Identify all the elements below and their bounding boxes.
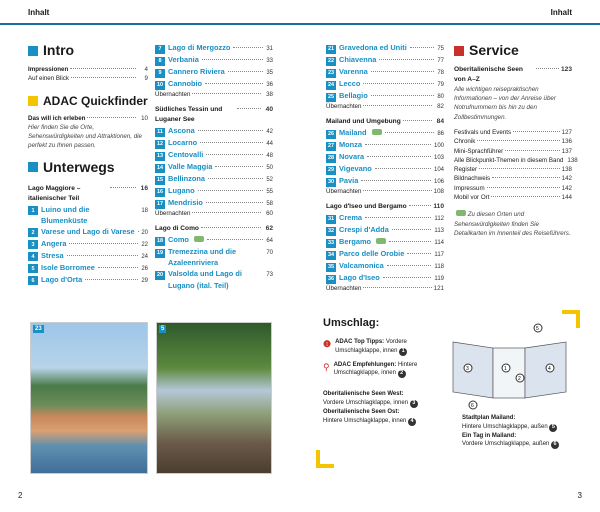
item-label: Como (168, 235, 189, 245)
item-number: 35 (327, 264, 335, 271)
legend-west: Oberitalienische Seen West: Vordere Umschlagklappe, innen 3 (323, 390, 451, 408)
photo-tag: 5 (161, 326, 165, 332)
item-label: Ascona (168, 126, 195, 136)
item-page: 119 (434, 276, 444, 283)
toc-section[interactable]: Lago d'Iseo und Bergamo 110 (326, 203, 444, 211)
item-number: 19 (156, 250, 164, 257)
item-number: 12 (156, 141, 164, 148)
item-label: Mailand (339, 128, 367, 138)
toc-row[interactable]: Impressum 142 (454, 184, 572, 192)
item-page: 18 (141, 207, 148, 214)
toc-item[interactable] (155, 42, 273, 54)
toc-item[interactable] (155, 149, 273, 161)
item-label: Lago di Mergozzo (168, 43, 231, 52)
umschlag-box (323, 316, 451, 426)
item-page: 50 (266, 165, 273, 172)
toc-row[interactable]: Mobil vor Ort 144 (454, 194, 572, 202)
toc-item[interactable] (155, 78, 273, 90)
item-page: 117 (434, 252, 444, 259)
map-thumb-icon (372, 129, 382, 135)
item-number: 28 (327, 155, 335, 162)
toc-item[interactable] (326, 151, 444, 163)
toc-item[interactable] (155, 66, 273, 78)
item-label: Monza (339, 140, 362, 150)
toc-item[interactable] (28, 274, 148, 286)
top-tipp-icon: ❶ (323, 338, 332, 349)
flap-left (453, 342, 493, 398)
toc-item[interactable] (28, 238, 148, 250)
item-number: 25 (327, 94, 335, 100)
marker-3-label: 3 (466, 366, 469, 372)
item-page: 55 (266, 189, 273, 196)
toc-item[interactable] (326, 42, 444, 54)
legend-stadtplan: Stadtplan Mailand: Hintere Umschlagklappe, außen 5 (462, 414, 582, 432)
toc-item[interactable] (155, 197, 273, 209)
photo-isole-borromee (156, 322, 272, 474)
umschlag-right (462, 414, 582, 449)
item-page: 42 (266, 129, 273, 136)
item-number: 31 (327, 216, 335, 223)
item-label: Chiavenna (339, 55, 377, 64)
toc-section[interactable]: Oberitalienische Seen von A–Z 123 (454, 66, 572, 83)
item-number: 20 (156, 272, 164, 279)
item-number: 9 (155, 69, 165, 78)
item-number: 34 (327, 252, 335, 259)
quickfinder-desc: Hier finden Sie die Orte, Sehenswürdigkeiten und Attraktionen, die perfekt zu Ihnen passen. (28, 123, 142, 150)
cover-diagram (448, 320, 578, 410)
toc-row[interactable]: Alle Blickpunkt-Themen in diesem Band 138 (454, 156, 578, 164)
item-page: 73 (266, 272, 273, 279)
item-number: 36 (327, 276, 335, 283)
item-number: 11 (155, 128, 165, 137)
page-number-left: 2 (18, 491, 23, 500)
item-page: 29 (141, 277, 148, 284)
item-label: Verbania (168, 55, 199, 64)
item-page: 104 (433, 167, 444, 174)
toc-item[interactable] (28, 226, 148, 238)
column-3 (326, 42, 444, 294)
item-number: 26 (327, 131, 335, 138)
map-note: Zu diesen Orten und Sehenswürdigkeiten finden Sie Detailkarten im Innenteil des Reiseführers. (454, 211, 571, 237)
item-number: 24 (327, 82, 335, 88)
toc-item[interactable] (326, 90, 444, 102)
toc-item[interactable] (155, 234, 273, 246)
item-number: 17 (156, 201, 164, 208)
item-number: 23 (327, 70, 335, 76)
item-number: 5 (28, 264, 38, 273)
toc-section[interactable]: Lago Maggiore – italienischer Teil 16 (28, 184, 148, 202)
toc-item[interactable] (326, 139, 444, 151)
toc-item[interactable] (326, 78, 444, 90)
toc-item[interactable] (155, 161, 273, 173)
marker-2-label: 2 (518, 376, 521, 382)
toc-row[interactable]: Festivals und Events 127 (454, 128, 572, 136)
item-page: 106 (433, 179, 444, 186)
item-label: Cannero Riviera (168, 67, 225, 76)
toc-row[interactable]: Übernachten 60 (155, 210, 273, 218)
toc-list (28, 204, 148, 286)
item-page: 48 (266, 153, 273, 160)
item-number: 2 (28, 228, 38, 237)
toc-item[interactable] (326, 236, 444, 248)
toc-section[interactable]: Mailand und Umgebung 84 (326, 118, 444, 126)
toc-list (454, 128, 578, 202)
toc-item[interactable] (326, 163, 444, 175)
item-label: Varese und Lago di Varese (41, 226, 135, 236)
item-page: 112 (434, 216, 444, 223)
item-page: 44 (266, 141, 273, 148)
item-label: Luino und die Blumenküste (41, 204, 90, 225)
corner-mark (316, 450, 334, 468)
toc-item[interactable] (326, 212, 444, 224)
map-thumb-icon (456, 210, 466, 216)
item-label: Centovalli (168, 150, 204, 160)
flap-right (525, 342, 566, 398)
item-page: 78 (437, 70, 444, 76)
toc-section[interactable]: Lago di Como 62 (155, 225, 273, 233)
marker-6-label: 6 (471, 403, 474, 409)
toc-row[interactable]: Übernachten 82 (326, 103, 444, 110)
toc-list (155, 125, 273, 209)
item-number: 14 (156, 165, 164, 172)
item-number: 29 (327, 167, 335, 174)
item-label: Parco delle Orobie (339, 249, 405, 259)
item-number: 13 (156, 153, 164, 160)
photo-tag: 23 (35, 326, 42, 332)
item-number: 22 (327, 58, 335, 64)
toc-row[interactable]: Das will ich erleben 10 (28, 114, 148, 122)
item-page: 100 (433, 143, 444, 150)
toc-row[interactable]: Übernachten 108 (326, 188, 444, 196)
item-label: Lecco (339, 79, 361, 88)
toc-item[interactable] (28, 204, 148, 226)
item-label: Lago d'Iseo (339, 273, 380, 283)
item-number: 7 (155, 45, 165, 54)
corner-mark (562, 310, 580, 328)
item-number: 18 (156, 238, 164, 245)
item-label: Crema (339, 213, 363, 223)
toc-item[interactable] (155, 185, 273, 197)
toc-item[interactable] (28, 262, 148, 274)
item-number: 8 (155, 57, 165, 66)
umschlag-title: Umschlag: (323, 317, 380, 329)
header-left: Inhalt (28, 8, 50, 17)
toc-item[interactable] (155, 246, 273, 268)
marker-4-label: 4 (548, 366, 551, 372)
header-right: Inhalt (550, 8, 572, 17)
toc-row[interactable]: Auf einen Blick 9 (28, 75, 148, 83)
item-number: 6 (28, 276, 38, 285)
item-label: Cannobio (168, 79, 203, 88)
item-label: Varenna (339, 67, 368, 76)
toc-item[interactable] (326, 248, 444, 260)
item-label: Locarno (168, 138, 198, 148)
map-thumb-icon (194, 236, 204, 242)
item-page: 86 (437, 131, 444, 138)
item-number: 30 (327, 179, 335, 186)
item-number: 15 (156, 177, 164, 184)
item-label: Bergamo (339, 237, 372, 247)
item-page: 77 (437, 58, 444, 64)
item-label: Novara (339, 152, 365, 162)
map-thumb-icon (376, 238, 386, 244)
item-label: Lago d'Orta (41, 274, 83, 284)
toc-item[interactable] (326, 127, 444, 139)
cover-center (493, 348, 525, 398)
column-intro (28, 40, 148, 286)
item-label: Bellagio (339, 91, 368, 100)
item-number: 21 (327, 46, 335, 52)
toc-item[interactable] (326, 66, 444, 78)
toc-item[interactable] (326, 54, 444, 66)
item-number: 27 (327, 143, 335, 150)
toc-item[interactable] (155, 268, 273, 290)
item-page: 24 (141, 253, 148, 260)
item-label: Pavia (339, 176, 359, 186)
item-label: Isole Borromee (41, 262, 95, 272)
section-quickfinder-title: ADAC Quickfinder (28, 92, 148, 110)
item-label: Tremezzina und die Azaleenriviera (168, 247, 237, 268)
item-page: 114 (434, 240, 444, 247)
square-icon (454, 46, 464, 56)
item-number: 3 (28, 240, 38, 249)
item-label: Bellinzona (168, 174, 205, 184)
legend-top-tipps: ❶ ADAC Top Tipps: Vordere Umschlagklappe, innen 1 (323, 338, 407, 354)
item-label: Gravedona ed Uniti (339, 43, 407, 52)
item-label: Stresa (41, 250, 64, 260)
item-number: 32 (327, 228, 335, 235)
marker-1-label: 1 (504, 366, 507, 372)
toc-row[interactable]: Mini-Sprachführer 137 (454, 147, 572, 155)
item-page: 33 (266, 58, 273, 64)
photo-varenna (30, 322, 148, 474)
pin-icon: ⚲ (323, 361, 330, 372)
toc-row[interactable]: Übernachten 38 (155, 91, 273, 98)
toc-item[interactable] (326, 260, 444, 272)
item-page: 70 (266, 250, 273, 257)
item-page: 75 (437, 46, 444, 52)
item-label: Vigevano (339, 164, 372, 174)
section-service-title: Service (454, 40, 572, 61)
item-number: 4 (28, 252, 38, 261)
item-page: 31 (266, 46, 273, 52)
item-page: 58 (266, 201, 273, 208)
square-icon (28, 96, 38, 106)
item-number: 10 (156, 82, 164, 88)
item-page: 118 (434, 264, 444, 271)
legend-ost: Oberitalienische Seen Ost: Hintere Umschlagklappe, innen 4 (323, 408, 451, 426)
toc-row[interactable]: Bildnachweis 142 (454, 175, 572, 183)
section-intro-title: Intro (28, 40, 148, 61)
item-page: 52 (266, 177, 273, 184)
toc-list (326, 212, 444, 284)
item-number: 33 (327, 240, 335, 247)
square-icon (28, 46, 38, 56)
toc-list (155, 234, 273, 290)
item-page: 35 (266, 70, 273, 76)
toc-item[interactable] (155, 54, 273, 66)
toc-row[interactable]: Impressionen 4 (28, 66, 148, 73)
item-label: Lugano (168, 186, 195, 196)
item-page: 64 (266, 238, 273, 245)
item-page: 79 (437, 82, 444, 88)
toc-list (326, 127, 444, 187)
item-page: 113 (434, 228, 444, 235)
item-page: 103 (433, 155, 444, 162)
item-label: Mendrisio (168, 198, 203, 208)
service-desc: Alle wichtigen reisepraktischen Informationen – von der Anreise über Notrufnummern bis hin zu den Zollbestimmungen. (454, 85, 556, 121)
toc-row[interactable]: Chronik 136 (454, 138, 572, 146)
section-unterwegs-title: Unterwegs (28, 157, 148, 178)
item-label: Valle Maggia (168, 162, 213, 172)
toc-item[interactable] (155, 137, 273, 149)
toc-row[interactable]: Übernachten 121 (326, 285, 444, 293)
legend-tag: Ein Tag in Mailand: Vordere Umschlagklappe, außen 6 (462, 432, 582, 450)
item-page: 20 (141, 229, 148, 236)
toc-section[interactable]: Südliches Tessin und Luganer See 40 (155, 106, 273, 124)
page-number-right: 3 (577, 491, 582, 500)
toc-item[interactable] (326, 224, 444, 236)
toc-list (155, 42, 273, 90)
legend-empfehlungen: ⚲ ADAC Empfehlungen: Hintere Umschlagklappe, innen 2 (323, 361, 418, 377)
item-page: 80 (437, 94, 444, 100)
toc-item[interactable] (326, 175, 444, 187)
header-bar (0, 0, 600, 25)
item-number: 16 (156, 189, 164, 196)
item-label: Angera (41, 238, 67, 248)
toc-item[interactable] (155, 125, 273, 137)
column-service (454, 40, 578, 238)
toc-row[interactable]: Register 138 (454, 166, 572, 174)
column-2 (155, 42, 273, 291)
toc-list (326, 42, 444, 102)
marker-5-label: 5 (536, 326, 539, 332)
item-number: 1 (28, 206, 38, 215)
item-page: 36 (266, 82, 273, 88)
item-label: Valsolda und Lago di Lugano (ital. Teil) (168, 269, 242, 290)
item-label: Crespi d'Adda (339, 225, 389, 235)
item-label: Valcamonica (339, 261, 384, 271)
toc-item[interactable] (155, 173, 273, 185)
item-page: 22 (141, 241, 148, 248)
square-icon (28, 162, 38, 172)
toc-item[interactable] (326, 272, 444, 284)
item-page: 26 (141, 265, 148, 272)
toc-item[interactable] (28, 250, 148, 262)
